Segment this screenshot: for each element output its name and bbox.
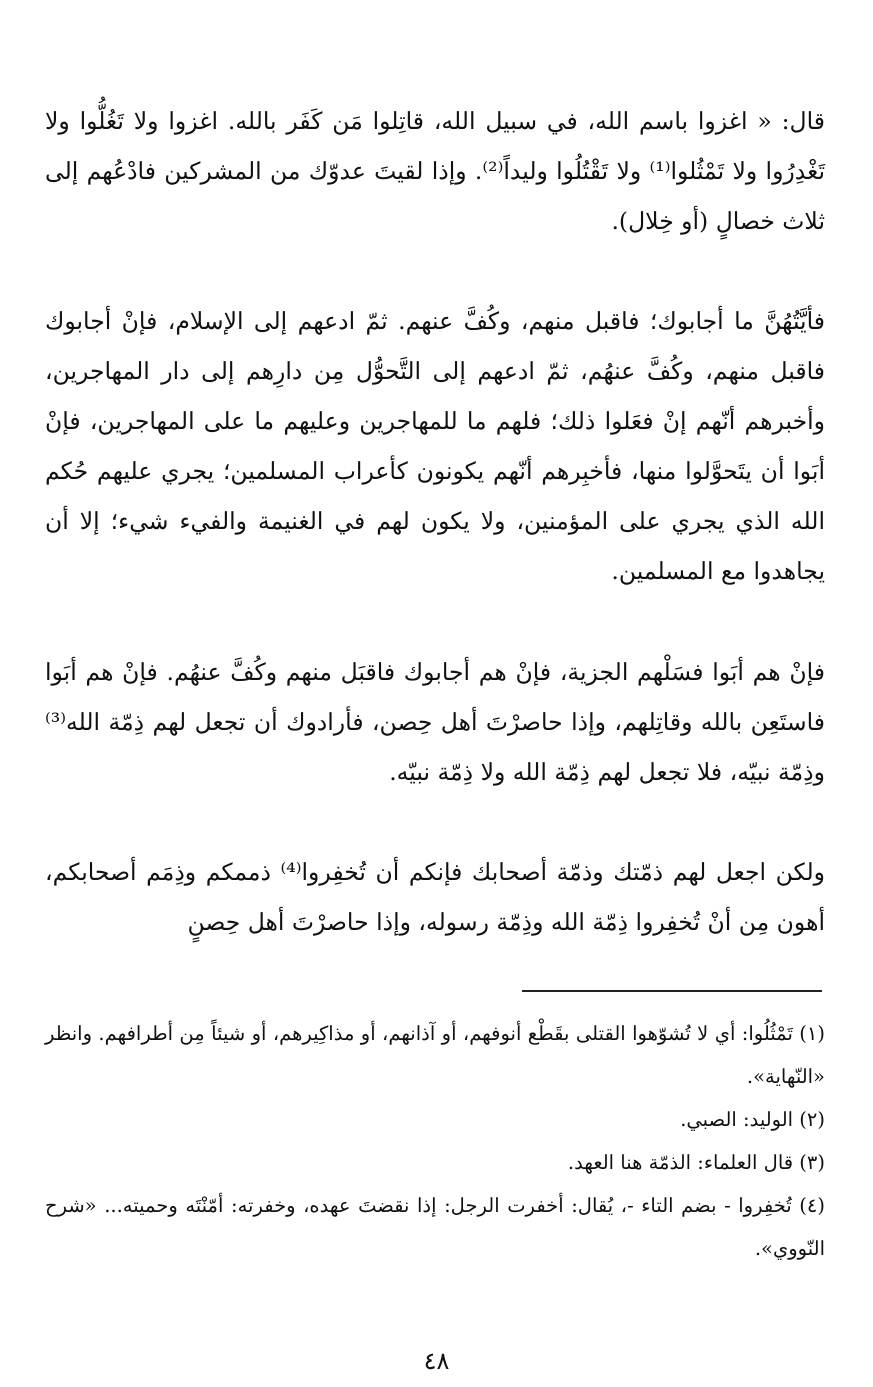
body-paragraph: فإنْ هم أبَوا فسَلْهم الجزية، فإنْ هم أجابوك فاقبَل منهم وكُفَّ عنهُم. فإنْ هم أبَوا فاستَعِن بالله وقاتِلهم، وإذا حاصرْتَ أهل حِصن، فأرادوك أن تجعل لهم ذِمّة الله⁽³⁾ وذِمّة نبيّه، فلا تجعل لهم ذِمّة الله ولا ذِمّة نبيّه.	[45, 658, 825, 786]
footnote-divider	[522, 990, 822, 992]
body-paragraph: قال: « اغزوا باسم الله، في سبيل الله، قاتِلوا مَن كَفَر بالله. اغزوا ولا تَغُلُّوا ولا تَغْدِرُوا ولا تَمْثُلوا⁽¹⁾ ولا تَقْتُلُوا وليداً⁽²⁾. وإذا لقيتَ عدوّك من المشركين فادْعُهم إلى ثلاث خصالٍ (أو خِلال).	[45, 107, 825, 235]
footnotes-list	[45, 1012, 825, 1270]
page-number: ٤٨	[423, 1347, 450, 1375]
body-paragraph: ولكن اجعل لهم ذمّتك وذمّة أصحابك فإنكم أن تُخفِروا⁽⁴⁾ ذممكم وذِمَم أصحابكم، أهون مِن أنْ تُخفِروا ذِمّة الله وذِمّة رسوله، وإذا حاصرْتَ أهل حِصنٍ	[45, 858, 825, 936]
footnote-2: (٢) الوليد: الصبي.	[680, 1108, 825, 1131]
footnote-1: (١) تَمْثُلُوا: أي لا تُشوّهوا القتلى بقَطْع أنوفهم، أو آذانهم، أو مذاكِيرهم، أو شيئاً مِن أطرافهم. وانظر «النّهاية».	[45, 1022, 825, 1088]
body-paragraph: فأيَّتُهُنَّ ما أجابوك؛ فاقبل منهم، وكُفَّ عنهم. ثمّ ادعهم إلى الإسلام، فإنْ أجابوك فاقبل منهم، وكُفَّ عنهُم، ثمّ ادعهم إلى التَّحوُّل مِن دارِهم إلى دار المهاجرين، وأخبرهم أنّهم إنْ فعَلوا ذلك؛ فلهم ما للمهاجرين وعليهم ما على المهاجرين، فإنْ أبَوا أن يتَحوَّلوا منها، فأخبِرهم أنّهم يكونون كأعراب المسلمين؛ يجري عليهم حُكم الله الذي يجري على المؤمنين، ولا يكون لهم في الغنيمة والفيء شيء؛ إلا أن يجاهدوا مع المسلمين.	[45, 307, 825, 585]
footnote-4: (٤) تُخفِروا - بضم التاء -، يُقال: أخفرت الرجل: إذا نقضتَ عهده، وخفرته: أمّنْتَه وحميته... «شرح النّووي».	[45, 1194, 825, 1260]
footnote-3: (٣) قال العلماء: الذمّة هنا العهد.	[567, 1151, 825, 1174]
